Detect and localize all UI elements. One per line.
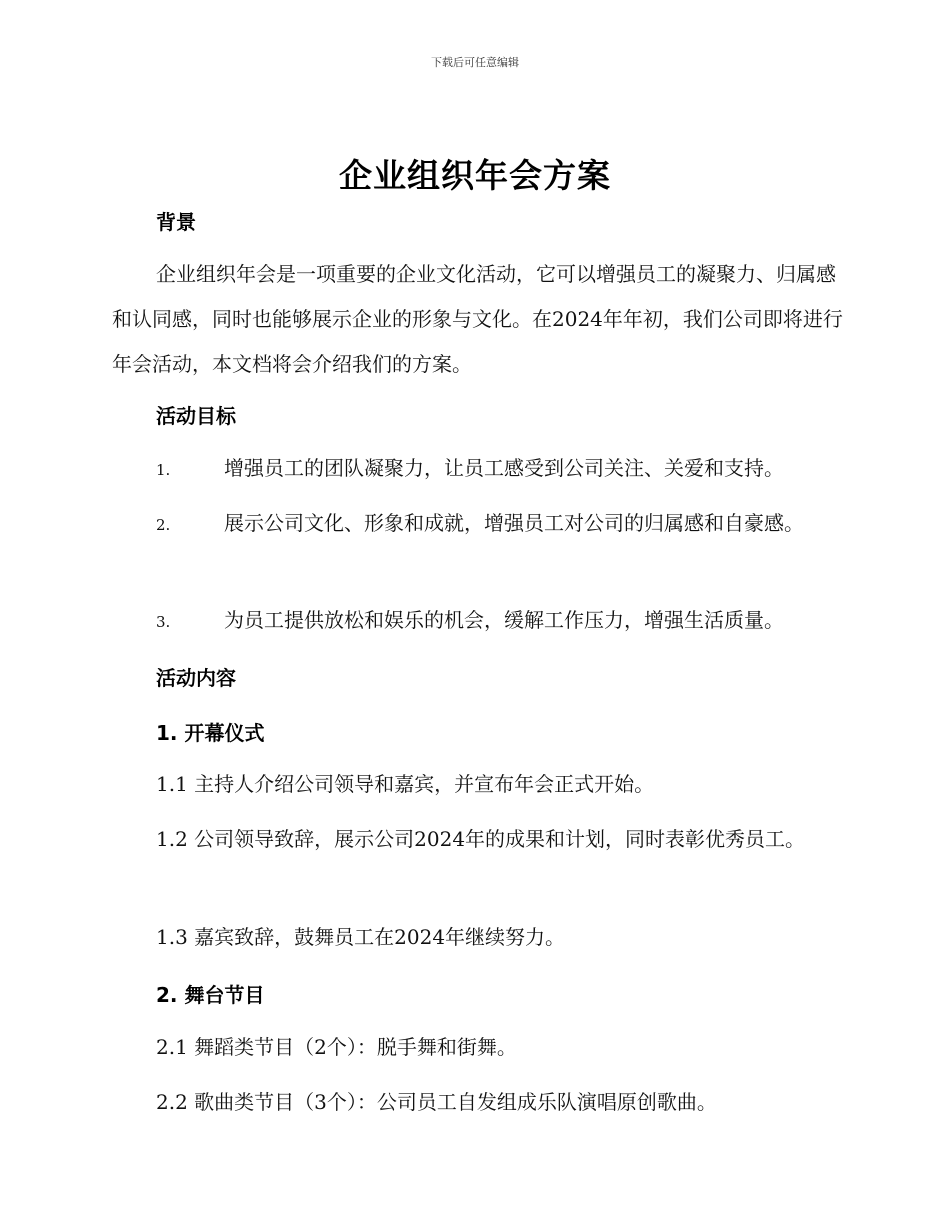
heading-content: 活动内容	[156, 666, 236, 690]
heading-goals: 活动目标	[156, 404, 236, 428]
opening-item-1: 1.1 主持人介绍公司领导和嘉宾，并宣布年会正式开始。	[156, 772, 655, 796]
stage-item-1: 2.1 舞蹈类节目（2个）：脱手舞和街舞。	[156, 1035, 517, 1059]
goal-number: 1.	[156, 461, 171, 479]
goal-number: 2.	[156, 516, 171, 534]
heading-stage-program: 2. 舞台节目	[156, 983, 265, 1007]
heading-opening-ceremony: 1. 开幕仪式	[156, 721, 265, 745]
opening-item-2: 1.2 公司领导致辞，展示公司2024年的成果和计划，同时表彰优秀员工。	[156, 827, 806, 851]
stage-item-2: 2.2 歌曲类节目（3个）：公司员工自发组成乐队演唱原创歌曲。	[156, 1090, 717, 1114]
background-paragraph: 企业组织年会是一项重要的企业文化活动，它可以增强员工的凝聚力、归属感和认同感，同时也能够展示企业的形象与文化。在2024年年初，我们公司即将进行年会活动，本文档将会介绍我们的方案。	[112, 262, 843, 376]
goal-text: 增强员工的团队凝聚力，让员工感受到公司关注、关爱和支持。	[224, 456, 784, 480]
opening-item-3: 1.3 嘉宾致辞，鼓舞员工在2024年继续努力。	[156, 925, 566, 949]
heading-background: 背景	[156, 210, 196, 234]
goal-item-3	[112, 598, 847, 645]
goal-text: 为员工提供放松和娱乐的机会，缓解工作压力，增强生活质量。	[224, 608, 784, 632]
goal-number: 3.	[156, 613, 171, 631]
document-title: 企业组织年会方案	[339, 156, 611, 195]
goal-item-1	[112, 446, 847, 493]
header-note: 下载后可任意编辑	[431, 56, 519, 69]
goal-item-2	[112, 501, 847, 548]
goal-text: 展示公司文化、形象和成就，增强员工对公司的归属感和自豪感。	[224, 511, 804, 535]
